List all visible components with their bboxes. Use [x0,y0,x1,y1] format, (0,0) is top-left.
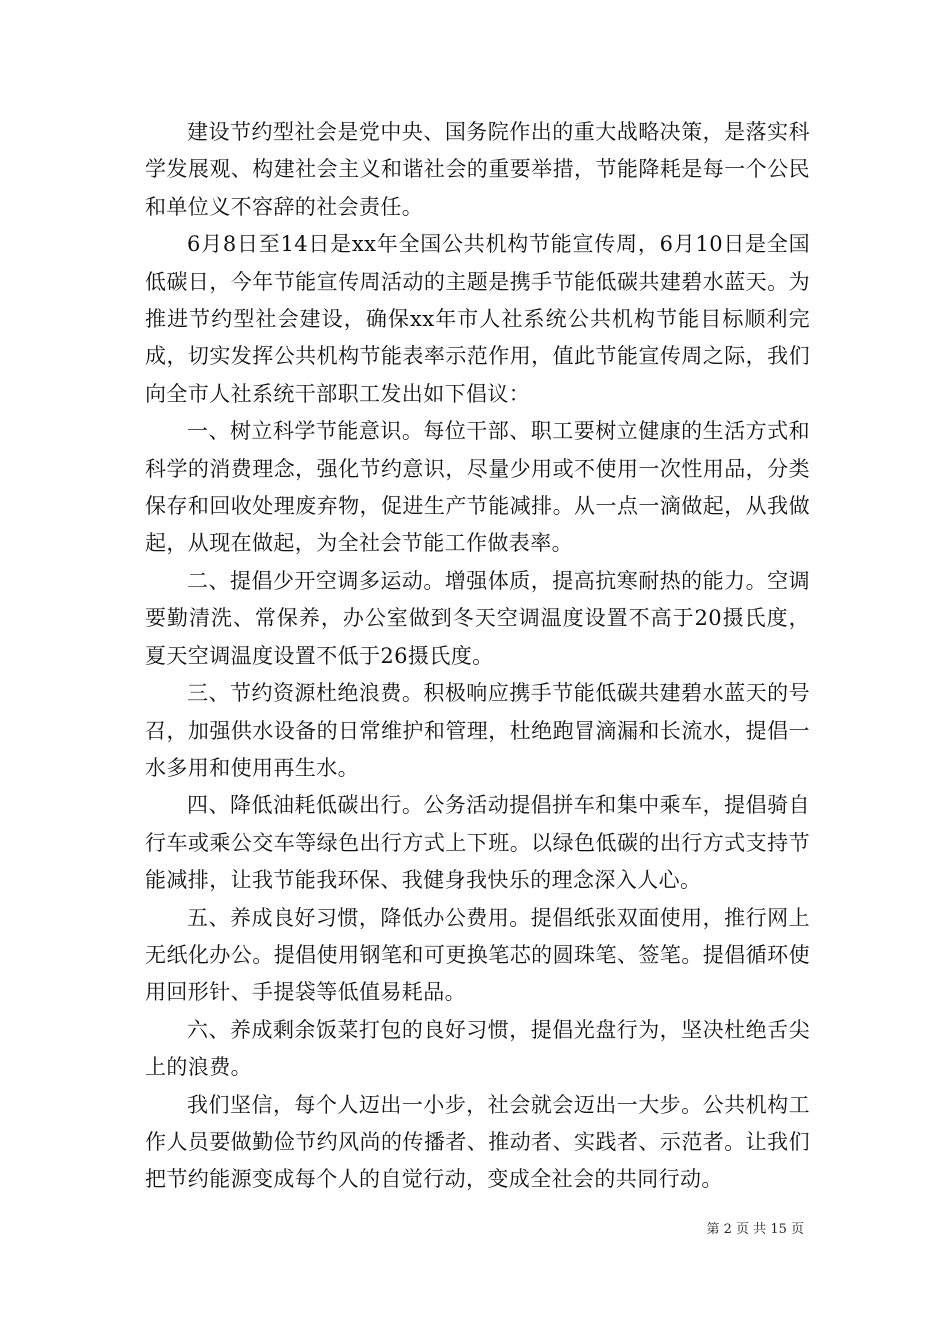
paragraph-closing: 我们坚信，每个人迈出一小步，社会就会迈出一大步。公共机构工作人员要做勤俭节约风尚的传播者、推动者、实践者、示范者。让我们把节约能源变成每个人的自觉行动，变成全社会的共同行动。 [145,1092,810,1192]
paragraph-intro: 建设节约型社会是党中央、国务院作出的重大战略决策，是落实科学发展观、构建社会主义和谐社会的重要举措，节能降耗是每一个公民和单位义不容辞的社会责任。 [145,120,810,219]
paragraph-item-3: 三、节约资源杜绝浪费。积极响应携手节能低碳共建碧水蓝天的号召，加强供水设备的日常维护和管理，杜绝跑冒滴漏和长流水，提倡一水多用和使用再生水。 [145,681,810,780]
paragraph-item-2: 二、提倡少开空调多运动。增强体质，提高抗寒耐热的能力。空调要勤清洗、常保养，办公室做到冬天空调温度设置不高于20摄氏度，夏天空调温度设置不低于26摄氏度。 [145,568,810,668]
paragraph-energy-week: 6月8日至14日是xx年全国公共机构节能宣传周，6月10日是全国低碳日，今年节能宣传周活动的主题是携手节能低碳共建碧水蓝天。为推进节约型社会建设，确保xx年市人社系统公共机构节能目标顺利完成，切实发挥公共机构节能表率示范作用，值此节能宣传周之际，我们向全市人社系统干部职工发出如下倡议： [145,232,810,406]
paragraph-item-6: 六、养成剩余饭菜打包的良好习惯，提倡光盘行为，坚决杜绝舌尖上的浪费。 [145,1017,810,1080]
paragraph-item-5: 五、养成良好习惯，降低办公费用。提倡纸张双面使用，推行网上无纸化办公。提倡使用钢笔和可更换笔芯的圆珠笔、签笔。提倡循环使用回形针、手提袋等低值易耗品。 [145,905,810,1005]
paragraph-item-1: 一、树立科学节能意识。每位干部、职工要树立健康的生活方式和科学的消费理念，强化节约意识，尽量少用或不使用一次性用品，分类保存和回收处理废弃物，促进生产节能减排。从一点一滴做起，从我做起，从现在做起，为全社会节能工作做表率。 [145,419,810,556]
document-body [145,114,810,1199]
page-number: 第 2 页 共 15 页 [706,1222,804,1237]
paragraph-item-4: 四、降低油耗低碳出行。公务活动提倡拼车和集中乘车，提倡骑自行车或乘公交车等绿色出行方式上下班。以绿色低碳的出行方式支持节能减排，让我节能我环保、我健身我快乐的理念深入人心。 [145,793,810,893]
